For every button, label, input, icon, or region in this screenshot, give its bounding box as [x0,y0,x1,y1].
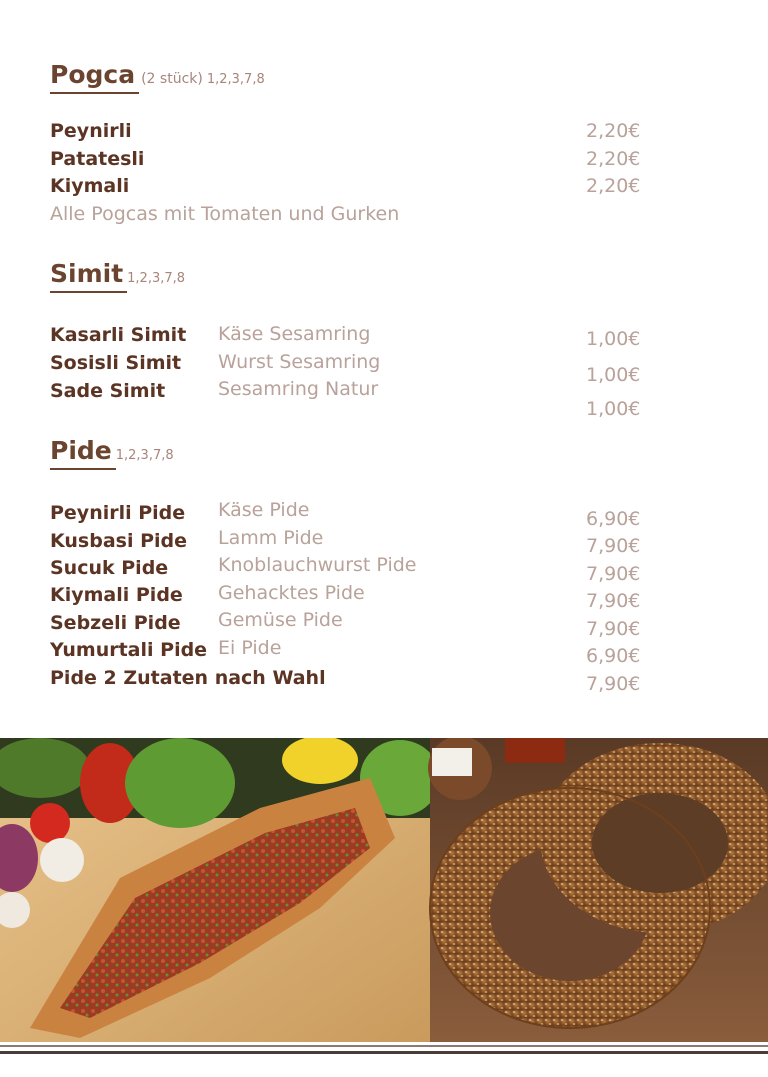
pide-item-name: Sucuk Pide [50,557,169,579]
pogca-item-name: Patatesli [50,148,145,170]
pide-title: Pide [50,436,112,465]
footer-divider-thick [0,1051,768,1054]
pogca-heading [50,60,265,91]
pogca-item-price: 2,20€ [586,120,641,142]
simit-item-desc: Käse Sesamring [218,323,371,345]
pide-item-name: Pide 2 Zutaten nach Wahl [50,667,326,689]
pogca-footnote: Alle Pogcas mit Tomaten und Gurken [50,203,400,225]
pide-item-name: Peynirli Pide [50,502,186,524]
pogca-item-price: 2,20€ [586,148,641,170]
pide-item-name: Yumurtali Pide [50,639,208,661]
pide-heading [50,436,174,467]
simit-allergen-codes: 1,2,3,7,8 [127,271,186,286]
pide-item-desc: Gehacktes Pide [218,582,365,604]
pide-item-desc: Ei Pide [218,637,282,659]
pide-item-desc: Lamm Pide [218,527,324,549]
pide-item-desc: Käse Pide [218,499,310,521]
pide-item-price: 7,90€ [586,673,641,695]
pide-item-price: 7,90€ [586,563,641,585]
simit-title: Simit [50,259,124,288]
pide-item-name: Kusbasi Pide [50,530,188,552]
footer-divider-thin [0,1045,768,1047]
pide-item-price: 6,90€ [586,508,641,530]
simit-item-price: 1,00€ [586,398,641,420]
simit-item-price: 1,00€ [586,364,641,386]
simit-item-price: 1,00€ [586,328,641,350]
pide-item-price: 7,90€ [586,618,641,640]
pogca-item-name: Kiymali [50,175,130,197]
pide-item-name: Sebzeli Pide [50,612,181,634]
pogca-item-name: Peynirli [50,120,132,142]
pide-item-price: 7,90€ [586,535,641,557]
pide-item-price: 6,90€ [586,645,641,667]
pogca-item-price: 2,20€ [586,175,641,197]
pogca-title: Pogca [50,60,136,89]
pide-item-price: 7,90€ [586,590,641,612]
pide-allergen-codes: 1,2,3,7,8 [115,448,174,463]
simit-item-desc: Wurst Sesamring [218,351,381,373]
simit-item-name: Sosisli Simit [50,352,182,374]
pogca-note: (2 stück) [141,71,203,87]
simit-item-desc: Sesamring Natur [218,378,379,400]
food-photo [0,738,768,1042]
simit-item-name: Sade Simit [50,380,166,402]
pogca-allergen-codes: 1,2,3,7,8 [206,72,265,87]
simit-heading [50,259,185,290]
simit-item-name: Kasarli Simit [50,324,187,346]
pide-item-name: Kiymali Pide [50,584,183,606]
pide-item-desc: Gemüse Pide [218,609,343,631]
pide-item-desc: Knoblauchwurst Pide [218,554,417,576]
